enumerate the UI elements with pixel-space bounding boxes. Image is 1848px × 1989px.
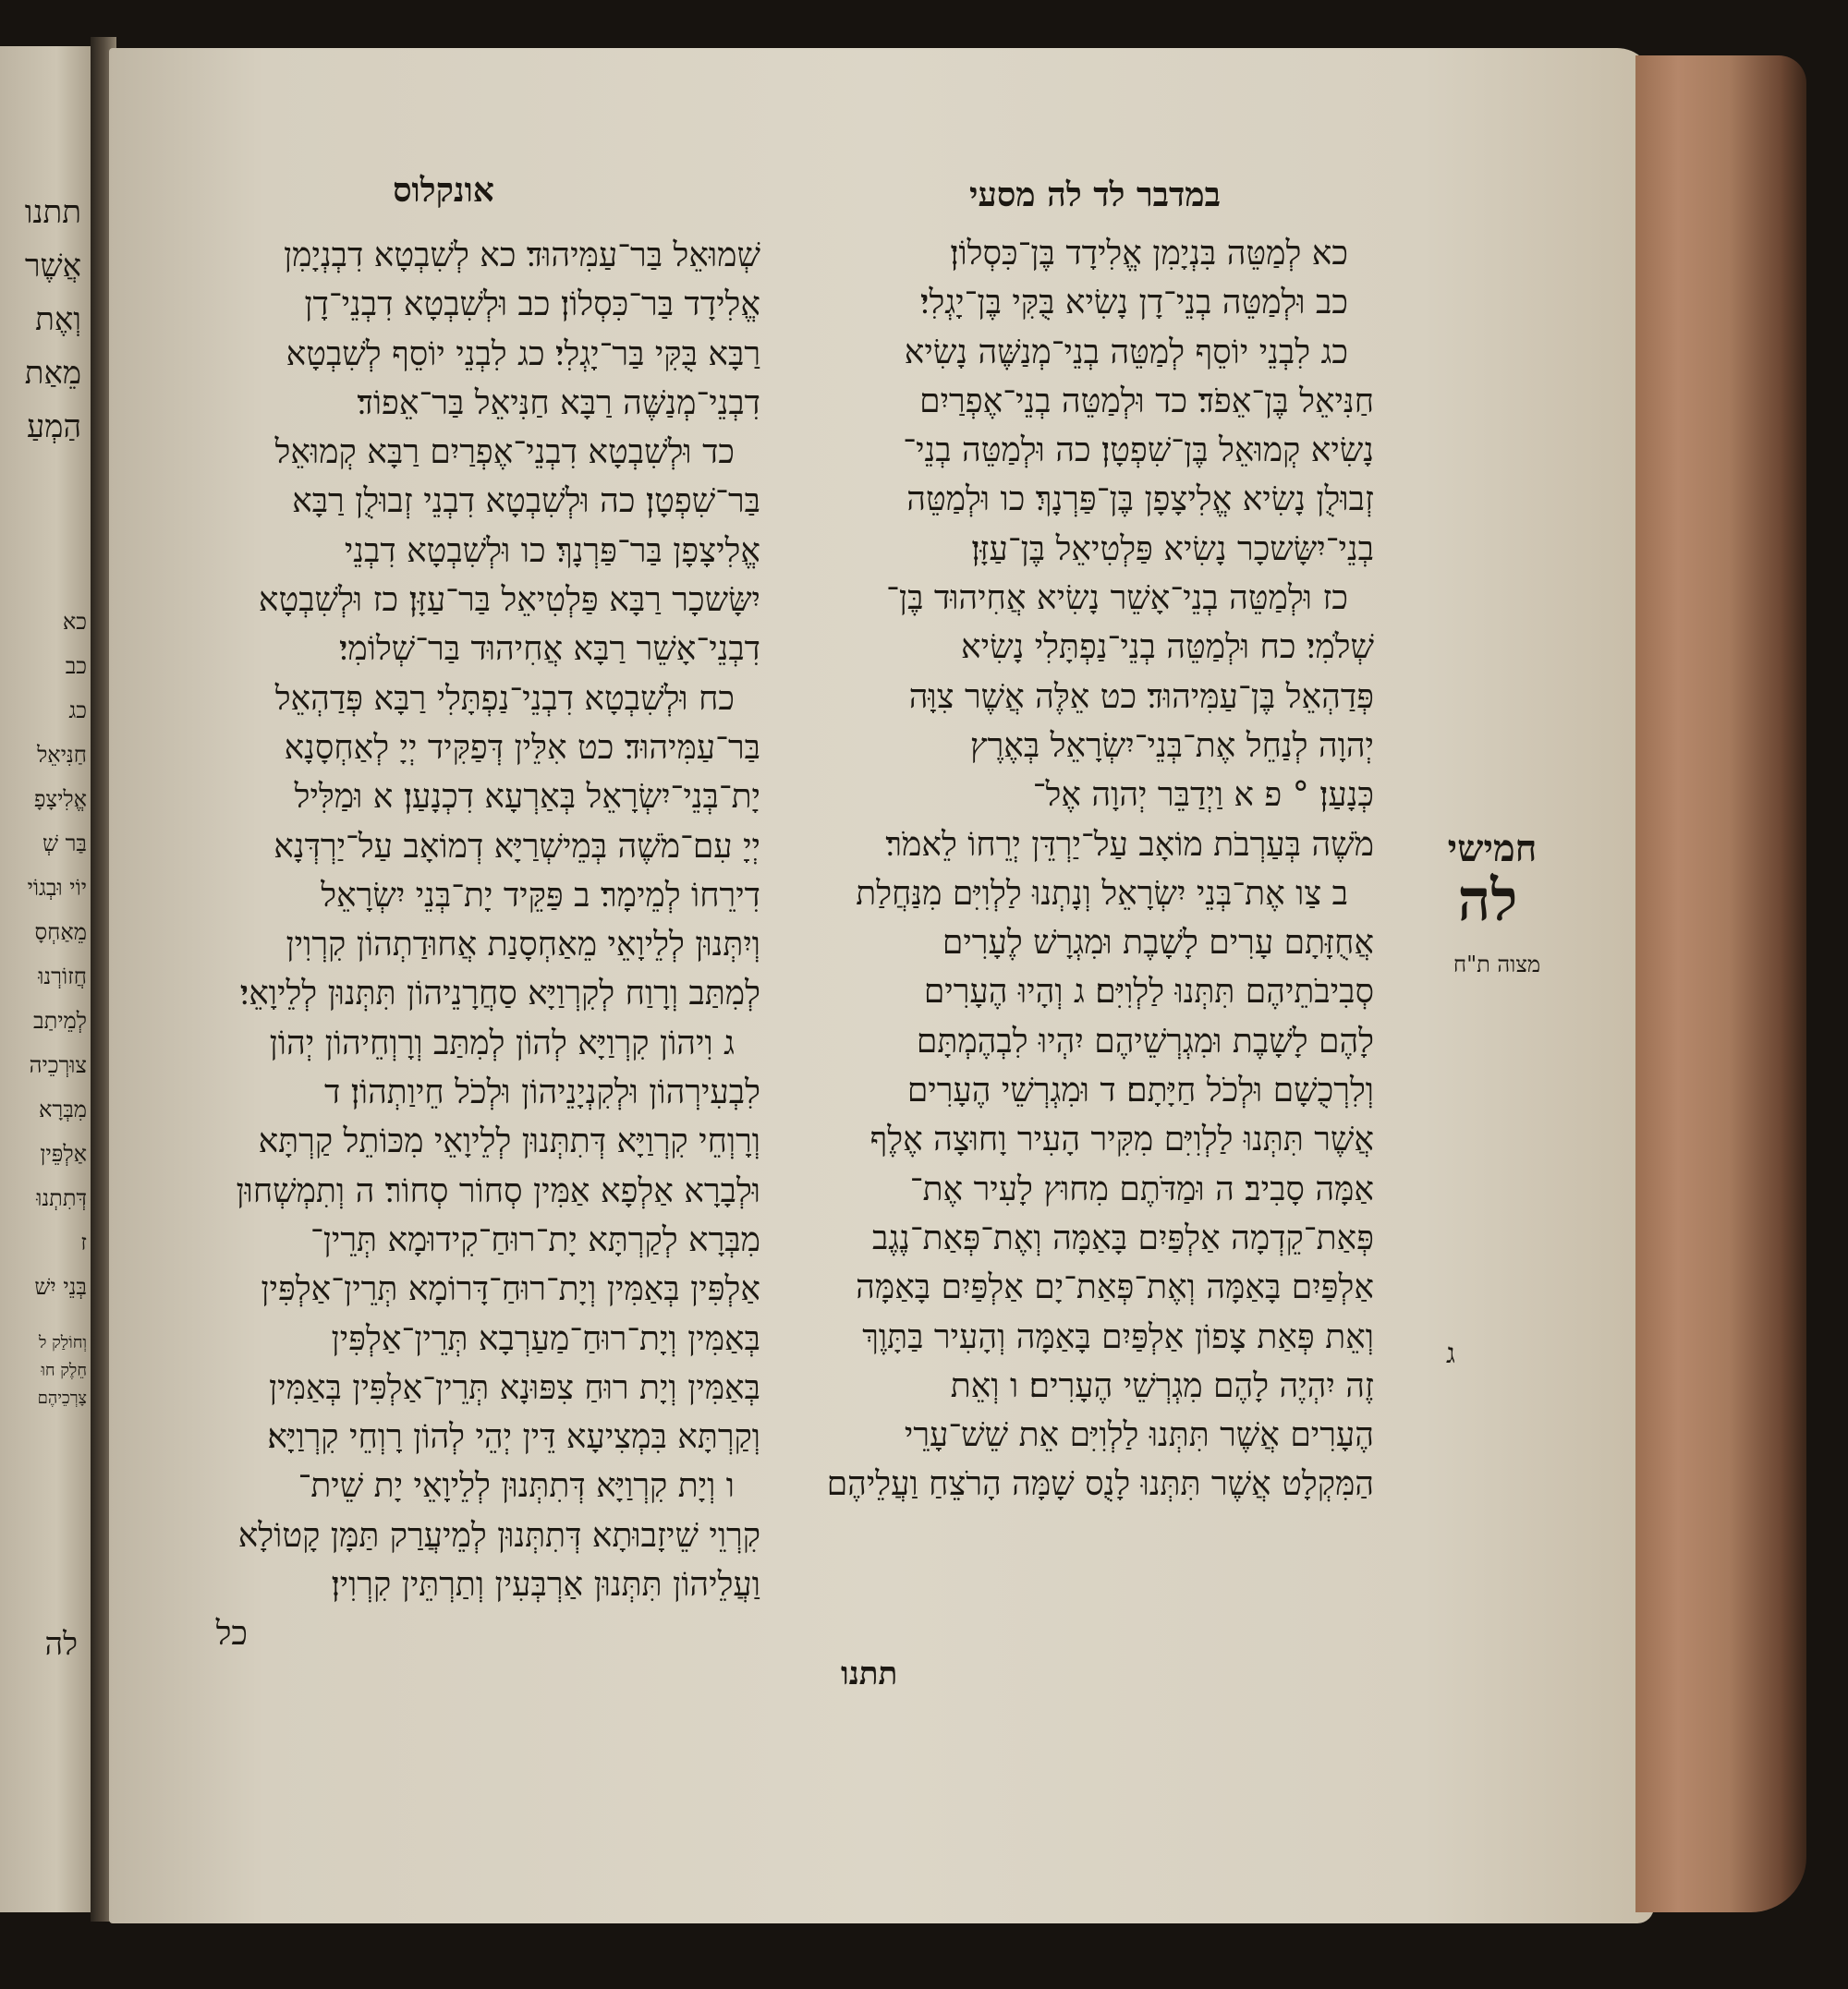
- torah-text-line: יְהוָה לְנַחֵל אֶת־בְּנֵי־יִשְׂרָאֵל בְּאֶרֶץ: [969, 726, 1374, 765]
- left-page-text-fragment: הַמְעַ: [27, 408, 81, 445]
- left-column-text: [134, 231, 760, 1659]
- torah-text-line: אַמָּה סָבִיב׃ ה וּמַדֹּתֶם מִחוּץ לָעִיר אֶת־: [909, 1170, 1374, 1208]
- catchword-left: כל: [215, 1615, 248, 1654]
- torah-text-line: כז וּלְמַטֵּה בְנֵי־אָשֵׁר נָשִׂיא אֲחִיהוּד בֶּן־: [886, 579, 1348, 618]
- targum-text-line: אַלְפִּין בְּאַמִּין וְיָת־רוּחַ־דָּרוֹמָא תְּרֵין־אַלְפִּין: [261, 1270, 760, 1309]
- torah-text-line: כא לְמַטֵּה בִּנְיָמִן אֱלִידָד בֶּן־כִּסְלוֹן׃: [950, 235, 1348, 273]
- left-page-text-fragment: אֲשֶׁר: [24, 248, 81, 285]
- left-page-text-fragment: חֲזוֹרְנוּ: [38, 964, 87, 989]
- torah-text-line: חַנִּיאֵל בֶּן־אֵפֹד׃ כד וּלְמַטֵּה בְנֵי־אֶפְרַיִם: [919, 382, 1374, 420]
- left-page-text-fragment: כא: [62, 609, 87, 635]
- targum-text-line: רַבָּא בֻּקִּי בַּר־יָגְלִי׃ כג לִבְנֵי יוֹסֵף לְשִׁבְטָא: [286, 334, 760, 373]
- torah-text-line: הַמִּקְלָט אֲשֶׁר תִּתְּנוּ לָנֻס שָׁמָּה הָרֹצֵחַ וַעֲלֵיהֶם: [826, 1465, 1374, 1504]
- left-page-text-fragment: מֵאַת: [24, 355, 81, 392]
- torah-text-line: שְׁלֹמִי׃ כח וּלְמַטֵּה בְנֵי־נַפְתָּלִי נָשִׂיא: [961, 628, 1374, 667]
- left-page-text-fragment: לְמֵיתַב: [33, 1008, 87, 1034]
- left-page-text-fragment: ז: [80, 1230, 87, 1255]
- left-page-number: לה: [44, 1626, 78, 1663]
- left-page-text-fragment: תתנו: [24, 194, 81, 231]
- torah-text-line: בְנֵי־יִשָּׂשכָר נָשִׂיא פַּלְטִיאֵל בֶּן־עַזָּן׃: [971, 529, 1374, 568]
- targum-text-line: מִבְּרָא לְקַרְתָּא יָת־רוּחַ־קִידוּמָא תְּרֵין־: [310, 1220, 760, 1259]
- left-page-text-fragment: חֵלֶק חוּ: [41, 1361, 87, 1380]
- left-page-text-fragment: צוּרְכֵיה: [29, 1052, 87, 1078]
- targum-text-line: וְיִתְּנוּן לְלֵיוָאֵי מֵאַחְסָנַת אֲחוּדַתְהוֹן קִרְוִין: [286, 926, 760, 964]
- left-page-text-fragment: בְּנֵי יִשׁ: [34, 1274, 87, 1300]
- torah-text-line: כְּנָעַן׃ ° פ א וַיְדַבֵּר יְהוָה אֶל־: [1032, 776, 1374, 815]
- targum-text-line: בְּאַמִּין וְיָת רוּחַ צִפּוּנָא תְּרֵין־אַלְפִּין בְּאַמִּין: [268, 1368, 760, 1407]
- book-fore-edge: [1635, 55, 1806, 1912]
- targum-text-line: קִרְוֵי שֵׁיזָבוּתָא דְּתִתְּנוּן לְמֵיעֲרַק תַּמָּן קָטוֹלָא: [237, 1516, 760, 1555]
- torah-text-line: אֲשֶׁר תִּתְּנוּ לַלְוִיִּם מִקִּיר הָעִיר וָחוּצָה אֶלֶף: [869, 1121, 1374, 1159]
- left-page-text-fragment: דְּתִתְנוּ: [36, 1185, 87, 1211]
- targum-text-line: כח וּלְשִׁבְטָא דִבְנֵי־נַפְתָּלִי רַבָּא פְּדַהְאֵל: [274, 679, 735, 718]
- left-page-text-fragment: כב: [65, 653, 87, 679]
- running-head-right: במדבר לד לה מסעי: [969, 176, 1221, 214]
- targum-text-line: וְרָוְחֵי קִרְוַיָּא דְּתִתְּנוּן לְלֵיוָאֵי מִכּוֹתֵל קַרְתָּא: [258, 1122, 760, 1161]
- targum-text-line: וַעֲלֵיהוֹן תִּתְּנוּן אַרְבְּעִין וְתַרְתֵּין קִרְוִין׃: [331, 1566, 760, 1605]
- targum-text-line: וּלְבָרָא אַלְפָא אַמִּין סְחוֹר סְחוֹר׃ ה וְתִמְשְׁחוּן: [236, 1171, 760, 1210]
- targum-text-line: וְקַרְתָּא בִּמְצִיעָא דֵּין יְהֵי לְהוֹן רָוְחֵי קִרְוַיָּא׃: [267, 1418, 760, 1457]
- targum-text-line: בַּר־שִׁפְטָן׃ כה וּלְשִׁבְטָא דִבְנֵי זְבוּלֻן רַבָּא: [292, 482, 760, 521]
- parsha-marker: חמישי: [1447, 827, 1538, 870]
- targum-text-line: דִבְנֵי־אָשֵׁר רַבָּא אֲחִיהוּד בַּר־שְׁלוֹמִי׃: [338, 630, 760, 669]
- torah-text-line: זֶה יִהְיֶה לָהֶם מִגְרְשֵׁי הֶעָרִים׃ ו וְאֵת: [950, 1366, 1374, 1405]
- torah-text-line: אַלְפַּיִם בָּאַמָּה וְאֶת־פְּאַת־יָם אַלְפַּיִם בָּאַמָּה: [856, 1268, 1374, 1307]
- left-page-text-fragment: חַנִּיאֵל: [37, 742, 87, 768]
- left-page-fragment: [0, 46, 94, 1912]
- left-page-text-fragment: כג: [68, 697, 87, 723]
- left-page-text-fragment: אַלְפֵּין: [40, 1141, 87, 1167]
- targum-text-line: יִשָּׂשכָר רַבָּא פַּלְטִיאֵל בַּר־עַזָּן׃ כז וּלְשִׁבְטָא: [258, 581, 760, 620]
- torah-text-line: וְלִרְכֻשָׁם וּלְכֹל חַיָּתָם׃ ד וּמִגְרְשֵׁי הֶעָרִים: [906, 1072, 1374, 1110]
- torah-text-line: הֶעָרִים אֲשֶׁר תִּתְּנוּ לַלְוִיִּם אֵת שֵׁשׁ־עָרֵי: [904, 1416, 1374, 1455]
- torah-text-line: נָשִׂיא קְמוּאֵל בֶּן־שִׁפְטָן׃ כה וּלְמַטֵּה בְנֵי־: [903, 431, 1374, 470]
- torah-text-line: זְבוּלֻן נָשִׂיא אֱלִיצָפָן בֶּן־פַּרְנָךְ׃ כו וּלְמַטֵּה: [906, 480, 1374, 519]
- right-column-text: [796, 229, 1374, 1510]
- targum-text-line: ו וְיָת קִרְוַיָּא דְּתִתְּנוּן לְלֵיוָאֵי יָת שֵׁית־: [298, 1467, 735, 1506]
- targum-text-line: אֱלִיצָפָן בַּר־פַּרְנָךְ׃ כו וּלְשִׁבְטָא דִבְנֵי: [344, 531, 760, 570]
- torah-text-line: סְבִיבֹתֵיהֶם תִּתְּנוּ לַלְוִיִּם׃ ג וְהָיוּ הֶעָרִים: [923, 973, 1374, 1012]
- targum-text-line: לִבְעִירְהוֹן וּלְקִנְיָנֵיהוֹן וּלְכֹל חֵיוַתְהוֹן׃ ד: [323, 1073, 760, 1112]
- targum-text-line: דִבְנֵי־מְנַשֶּׁה רַבָּא חַנִּיאֵל בַּר־אֵפוֹד׃: [357, 383, 760, 422]
- torah-text-line: אֲחֻזָּתָם עָרִים לָשָׁבֶת וּמִגְרָשׁ לֶעָרִים: [942, 924, 1374, 963]
- left-page-text-fragment: אֱלִיצָפָ: [33, 786, 87, 812]
- left-page-text-fragment: מֵאַחְסָ: [34, 919, 87, 945]
- targum-text-line: בְּאַמִּין וְיָת־רוּחַ־מַעַרְבָא תְּרֵין־אַלְפִּין: [331, 1319, 760, 1358]
- targum-text-line: ג וִיהוֹן קִרְוַיָּא לְהוֹן לְמִתַּב וְרָוְחֵיהוֹן יְהוֹן: [269, 1024, 735, 1062]
- targum-text-line: יָת־בְּנֵי־יִשְׂרָאֵל בְּאַרְעָא דִכְנָעַן׃ א וּמַלִּיל: [294, 778, 760, 817]
- left-page-text-fragment: מִבְּרָא: [39, 1097, 87, 1122]
- left-page-text-fragment: יוֹי וּבְגוֹי: [27, 875, 87, 901]
- torah-text-line: לָהֶם לָשָׁבֶת וּמִגְרְשֵׁיהֶם יִהְיוּ לִבְהֶמְתָּם: [916, 1022, 1374, 1061]
- targum-text-line: לְמִתַּב וְרָוַח לְקִרְוַיָּא סַחֲרָנֵיהוֹן תִּתְּנוּן לְלֵיוָאֵי׃: [239, 975, 760, 1013]
- left-page-text-fragment: וְאֶת: [35, 301, 81, 338]
- targum-text-line: יְיָ עִם־מֹשֶׁה בְּמֵישְׁרַיָּא דְמוֹאָב עַל־יַרְדְּנָא: [274, 827, 760, 866]
- left-page-text-fragment: וְחוֹלַק ל: [38, 1333, 87, 1352]
- torah-text-line: וְאֵת פְּאַת צָפוֹן אַלְפַּיִם בָּאַמָּה וְהָעִיר בַּתָּוֶךְ: [862, 1317, 1374, 1356]
- torah-text-line: כב וּלְמַטֵּה בְנֵי־דָן נָשִׂיא בֻּקִּי בֶּן־יָגְלִי׃: [920, 284, 1348, 322]
- chapter-number: לה: [1457, 867, 1518, 934]
- targum-text-line: אֱלִידָד בַּר־כִּסְלוֹן׃ כב וּלְשִׁבְטָא דִבְנֵי־דָן: [304, 285, 760, 324]
- catchword-right: תתנו: [841, 1655, 898, 1692]
- targum-text-line: כד וּלְשִׁבְטָא דִבְנֵי־אֶפְרַיִם רַבָּא קְמוּאֵל: [274, 433, 735, 472]
- targum-text-line: שְׁמוּאֵל בַּר־עַמִּיהוּד׃ כא לְשִׁבְטָא דִבְנְיָמִן: [283, 236, 760, 274]
- left-page-text-fragment: בַּר שְׁ: [43, 831, 87, 856]
- torah-text-line: פְּדַהְאֵל בֶּן־עַמִּיהוּד׃ כט אֵלֶּה אֲשֶׁר צִוָּה: [908, 677, 1374, 716]
- torah-text-line: מֹשֶׁה בְּעַרְבֹת מוֹאָב עַל־יַרְדֵּן יְרֵחוֹ לֵאמֹר׃: [885, 825, 1374, 864]
- targum-text-line: דִירֵחוֹ לְמֵימָר׃ ב פַּקֵּיד יָת־בְּנֵי יִשְׂרָאֵל: [321, 876, 760, 915]
- running-head-left: אונקלוס: [393, 171, 494, 210]
- targum-text-line: בַּר־עַמִּיהוּד׃ כט אִלֵּין דְּפַקִּיד יְיָ לְאַחְסָנָא: [284, 728, 760, 767]
- torah-text-line: פְּאַת־קֵדְמָה אַלְפַּיִם בָּאַמָּה וְאֶת־פְּאַת־נֶגֶב: [871, 1219, 1374, 1257]
- torah-text-line: כג לִבְנֵי יוֹסֵף לְמַטֵּה בְנֵי־מְנַשֶּׁה נָשִׂיא: [904, 333, 1348, 371]
- mitzva-note: מצוה ת"ח: [1453, 952, 1541, 977]
- side-letter: ג: [1446, 1338, 1455, 1370]
- torah-text-line: ב צַו אֶת־בְּנֵי יִשְׂרָאֵל וְנָתְנוּ לַלְוִיִּם מִנַּחֲלַת: [856, 874, 1348, 913]
- left-page-text-fragment: צָרְכֵיהֶם: [37, 1389, 87, 1408]
